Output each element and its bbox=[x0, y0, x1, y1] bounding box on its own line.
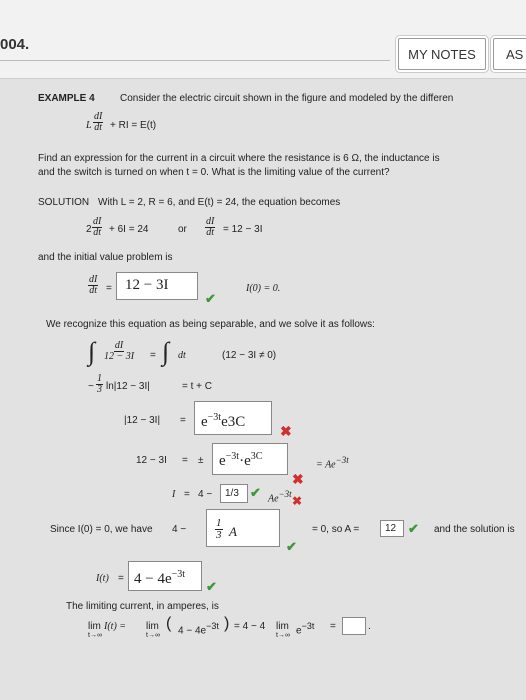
integral-fraction: $\frac{dI}{12 - 3I}$ bbox=[104, 340, 135, 362]
question-body: EXAMPLE 4 Consider the electric circuit shown in the figure and modeled by the differen L $\frac{dI}{dt}$ + RI = E(t) Find an expression for the current in a circuit where the resistance is 6 Ω, the inductance is and the switch is turned on when t = 0. What is the limiting value of the current? SOLUTION With L = 2, R = 6, and E(t) = 24, the equation becomes 2 $\frac{dI}{dt}$ + 6I = 24 or $\frac{dI}{dt}$ = 12 − 3I and the initial value problem is $\frac{dI}{dt}$ = 12 − 3I ✔ I(0) = 0. We recognize this equation as being separable, and we solve it as follows: ∫ $\frac{dI}{12 - 3I}$ = ∫ dt (12 − 3I ≠ 0) − $\frac{1}{3}$ ln|12 − 3I| = t + C |12 − 3I| = $e^{-3t}e3C$ ✖ 12 − 3I = ± $e^{-3t}\cdot e^{3C}$ ✖ = $Ae^{-3t}$ I = 4 − 1/3 ✔ $Ae^{-3t}$ ✖ Since I(0) = 0, we have 4 − $\frac{1}{3}$ A ✔ = 0, so A = 12 ✔ and the solution is I(t) = $4 - 4e^{-3t}$ ✔ The limiting current, in amperes, is lim t→∞ I(t) = lim t→∞ ( $4 - 4e^{-3t}$ ) = 4 − 4 lim t→∞ $e^{-3t}$ = . bbox=[0, 79, 526, 700]
ln-expression: ln|12 − 3I| bbox=[106, 381, 150, 392]
I-lhs: I bbox=[172, 489, 176, 500]
lim-sub: t→∞ bbox=[88, 632, 102, 639]
and-text: and the solution is bbox=[434, 524, 515, 535]
I-hint: $Ae^{-3t}$ bbox=[268, 489, 292, 505]
cross-icon: ✖ bbox=[292, 471, 304, 487]
ode-L: L bbox=[86, 120, 92, 131]
pm-answer: $e^{-3t}\cdot e^{3C}$ bbox=[219, 451, 263, 469]
pm-lhs: 12 − 3I bbox=[136, 455, 167, 466]
lim-expr2: $4 - 4e^{-3t}$ bbox=[178, 621, 219, 637]
eq2-rest: = 12 − 3I bbox=[223, 224, 263, 235]
since-four: 4 − bbox=[172, 524, 187, 535]
lim-close-paren: ) bbox=[224, 615, 230, 632]
so-text: = 0, so A = bbox=[312, 524, 360, 535]
check-icon: ✔ bbox=[408, 521, 419, 536]
lim-expr3: = 4 − 4 bbox=[234, 621, 266, 632]
It-answer-box[interactable] bbox=[128, 561, 202, 591]
lim-answer-input[interactable] bbox=[342, 617, 366, 635]
lim-word-2: lim bbox=[146, 621, 159, 632]
I-four: 4 − bbox=[198, 489, 213, 500]
abs-eq: = bbox=[180, 415, 186, 426]
ln-minus: − bbox=[88, 381, 94, 392]
divider bbox=[0, 60, 390, 61]
abs-answer: $e^{-3t}e3C$ bbox=[201, 412, 246, 430]
lim-expr: I(t) = bbox=[104, 621, 127, 632]
integral-sign-icon: ∫ bbox=[162, 337, 170, 366]
ode-fraction: $\frac{dI}{dt}$ bbox=[94, 111, 103, 133]
integral-condition: (12 − 3I ≠ 0) bbox=[222, 350, 277, 361]
ivp-text: and the initial value problem is bbox=[38, 252, 173, 263]
lim-open-paren: ( bbox=[166, 615, 172, 632]
pm-eq: = bbox=[182, 455, 188, 466]
It-answer: $4 - 4e^{-3t}$ bbox=[134, 569, 186, 587]
or-word: or bbox=[178, 224, 187, 235]
question-number: 004. bbox=[0, 36, 30, 53]
ln-fraction: $\frac{1}{3}$ bbox=[97, 373, 102, 395]
eq1-rest: + 6I = 24 bbox=[109, 224, 149, 235]
since-text: Since I(0) = 0, we have bbox=[50, 524, 153, 535]
limiting-text: The limiting current, in amperes, is bbox=[66, 601, 219, 612]
solution-label: SOLUTION bbox=[38, 197, 90, 208]
ivp-initial: I(0) = 0. bbox=[246, 283, 281, 294]
my-notes-button[interactable]: MY NOTES bbox=[398, 38, 486, 70]
ode-rest: + RI = E(t) bbox=[110, 120, 157, 131]
lim-word: lim bbox=[88, 621, 101, 632]
problem-line-1: Find an expression for the current in a circuit where the resistance is 6 Ω, the inductance is bbox=[38, 153, 440, 164]
ivp-eq: = bbox=[106, 283, 112, 294]
It-eq: = bbox=[118, 573, 124, 584]
separable-text: We recognize this equation as being separable, and we solve it as follows: bbox=[46, 319, 375, 330]
lim-expr4: $e^{-3t}$ bbox=[296, 621, 315, 637]
problem-line-2: and the switch is turned on when t = 0. What is the limiting value of the current? bbox=[38, 167, 390, 178]
eq1-fraction: $\frac{dI}{dt}$ bbox=[93, 216, 102, 238]
abs-lhs: |12 − 3I| bbox=[124, 415, 161, 426]
example-label: EXAMPLE 4 bbox=[38, 93, 95, 104]
solution-given: With L = 2, R = 6, and E(t) = 24, the equation becomes bbox=[98, 197, 341, 208]
pm-answer-box[interactable] bbox=[212, 443, 288, 475]
cross-icon: ✖ bbox=[292, 494, 303, 508]
check-icon: ✔ bbox=[286, 539, 297, 554]
pm-sign: ± bbox=[198, 455, 204, 466]
A-answer: 12 bbox=[385, 523, 397, 534]
A-answer-box[interactable] bbox=[380, 520, 404, 537]
since-fraction: $\frac{1}{3}$ bbox=[216, 517, 222, 541]
example-intro: Consider the electric circuit shown in the figure and modeled by the differen bbox=[120, 93, 454, 104]
check-icon: ✔ bbox=[205, 291, 216, 306]
ln-rhs: = t + C bbox=[182, 381, 213, 392]
since-A: A bbox=[229, 524, 237, 539]
ivp-answer: 12 − 3I bbox=[125, 277, 169, 293]
lim-sub-3: t→∞ bbox=[276, 632, 290, 639]
question-header bbox=[0, 0, 526, 79]
lim-expr4-eq: = bbox=[330, 621, 336, 632]
integral-dt: dt bbox=[178, 350, 186, 361]
integral-sign-icon: ∫ bbox=[88, 337, 96, 366]
check-icon: ✔ bbox=[206, 579, 217, 594]
integral-eq: = bbox=[150, 350, 156, 361]
since-answer-box[interactable] bbox=[206, 509, 280, 547]
eq1-coef: 2 bbox=[86, 224, 92, 235]
cross-icon: ✖ bbox=[280, 423, 292, 439]
abs-answer-box[interactable] bbox=[194, 401, 272, 435]
It-lhs: I(t) bbox=[96, 573, 109, 584]
eq2-fraction: $\frac{dI}{dt}$ bbox=[206, 216, 215, 238]
ask-button[interactable]: AS bbox=[493, 38, 526, 70]
I-eq: = bbox=[184, 489, 190, 500]
lim-word-3: lim bbox=[276, 621, 289, 632]
ivp-answer-box[interactable] bbox=[116, 272, 198, 300]
I-answer: 1/3 bbox=[225, 488, 239, 499]
lim-sub-2: t→∞ bbox=[146, 632, 160, 639]
check-icon: ✔ bbox=[250, 485, 261, 500]
pm-hint: = $Ae^{-3t}$ bbox=[316, 455, 349, 471]
I-answer-box[interactable] bbox=[220, 484, 248, 503]
ivp-fraction: $\frac{dI}{dt}$ bbox=[89, 274, 98, 296]
